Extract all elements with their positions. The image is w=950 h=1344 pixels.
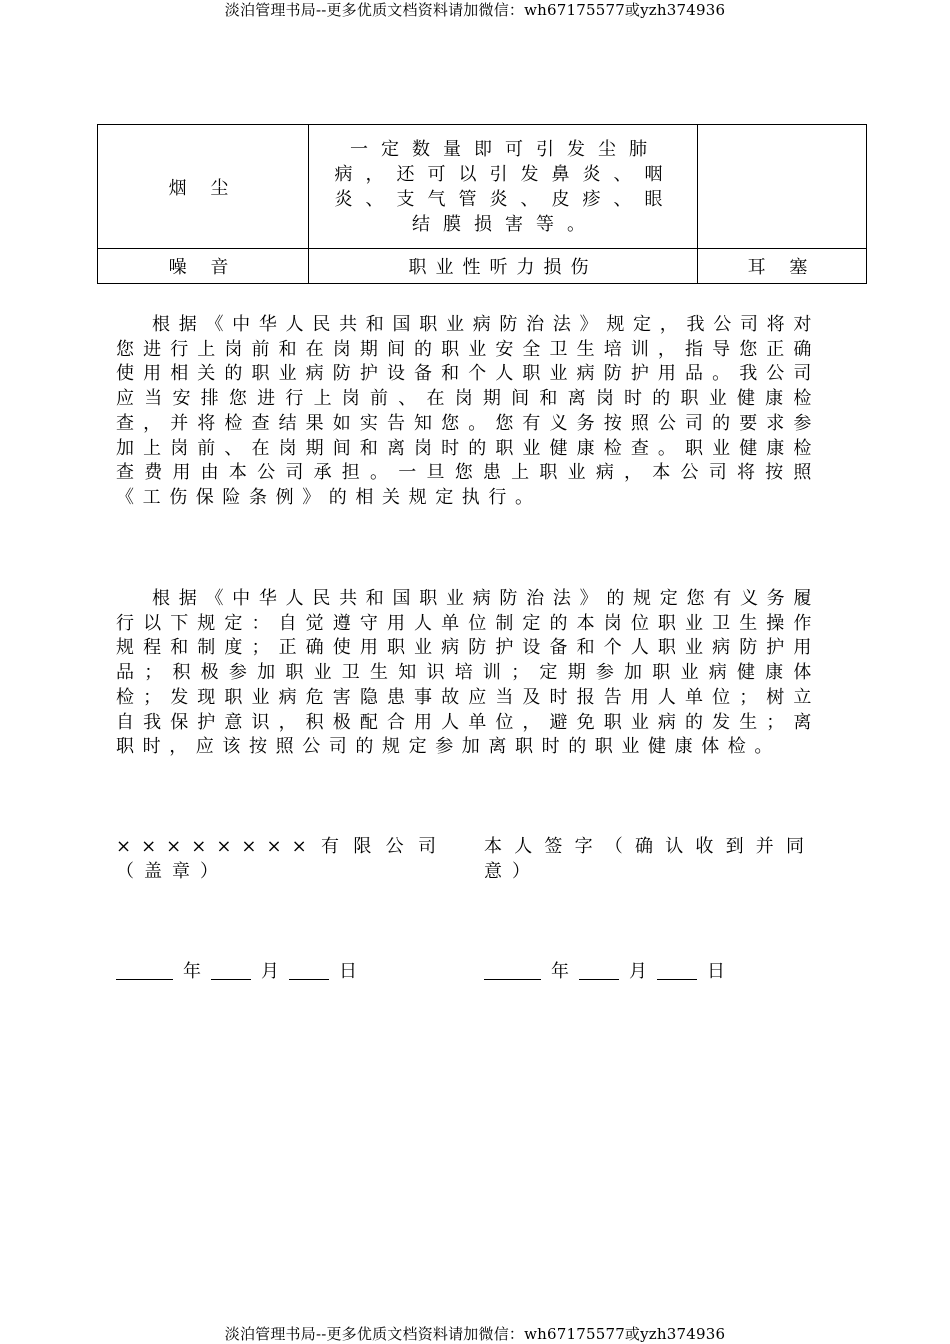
obligations-paragraph: 根据《中华人民共和国职业病防治法》的规定您有义务履行以下规定：自觉遵守用人单位制定的本岗位职业卫生操作规程和制度；正确使用职业病防护设备和个人职业病防护用品；积极参加职业卫生知识培训；定期参加职业病健康体检；发现职业病危害隐患事故应当及时报告用人单位；树立自我保护意识，积极配合用人单位，避免职业病的发生；离职时，应该按照公司的规定参加离职时的职业健康体检。 — [116, 588, 820, 758]
year-label: 年 — [551, 961, 569, 982]
company-seal-label: ××××××××有限公司（盖章） — [116, 836, 446, 882]
month-blank[interactable] — [579, 961, 619, 980]
hazard-factor-cell: 烟 尘 — [98, 125, 309, 249]
hazard-protection-cell — [698, 125, 867, 249]
month-blank[interactable] — [211, 961, 251, 980]
year-blank[interactable] — [484, 961, 541, 980]
month-label: 月 — [261, 961, 279, 982]
page-header: 淡泊管理书局--更多优质文档资料请加微信：wh67175577或yzh374936 — [224, 1, 726, 19]
company-date-line — [116, 960, 367, 984]
day-blank[interactable] — [657, 961, 697, 980]
month-label: 月 — [629, 961, 647, 982]
day-label: 日 — [339, 961, 357, 982]
table-row — [98, 125, 867, 249]
employee-date-line — [484, 960, 735, 984]
table-row — [98, 249, 867, 284]
year-label: 年 — [183, 961, 201, 982]
training-paragraph: 根据《中华人民共和国职业病防治法》规定，我公司将对您进行上岗前和在岗期间的职业安全卫生培训，指导您正确使用相关的职业病防护设备和个人职业病防护用品。我公司应当安排您进行上岗前、在岗期间和离岗时的职业健康检查，并将检查结果如实告知您。您有义务按照公司的要求参加上岗前、在岗期间和离岗时的职业健康检查。职业健康检查费用由本公司承担。一旦您患上职业病，本公司将按照《工伤保险条例》的相关规定执行。 — [116, 314, 820, 508]
hazard-table — [97, 124, 867, 284]
hazard-factor-cell: 噪 音 — [98, 249, 309, 284]
year-blank[interactable] — [116, 961, 173, 980]
hazard-harm-cell: 一定数量即可引发尘肺病，还可以引发鼻炎、咽炎、支气管炎、皮疹、眼结膜损害等。 — [309, 125, 698, 249]
employee-signature-label: 本人签字（确认收到并同意） — [484, 836, 814, 882]
hazard-harm-cell: 职业性听力损伤 — [309, 249, 698, 284]
day-blank[interactable] — [289, 961, 329, 980]
page-footer: 淡泊管理书局--更多优质文档资料请加微信：wh67175577或yzh374936 — [224, 1325, 726, 1343]
hazard-protection-cell: 耳 塞 — [698, 249, 867, 284]
day-label: 日 — [707, 961, 725, 982]
